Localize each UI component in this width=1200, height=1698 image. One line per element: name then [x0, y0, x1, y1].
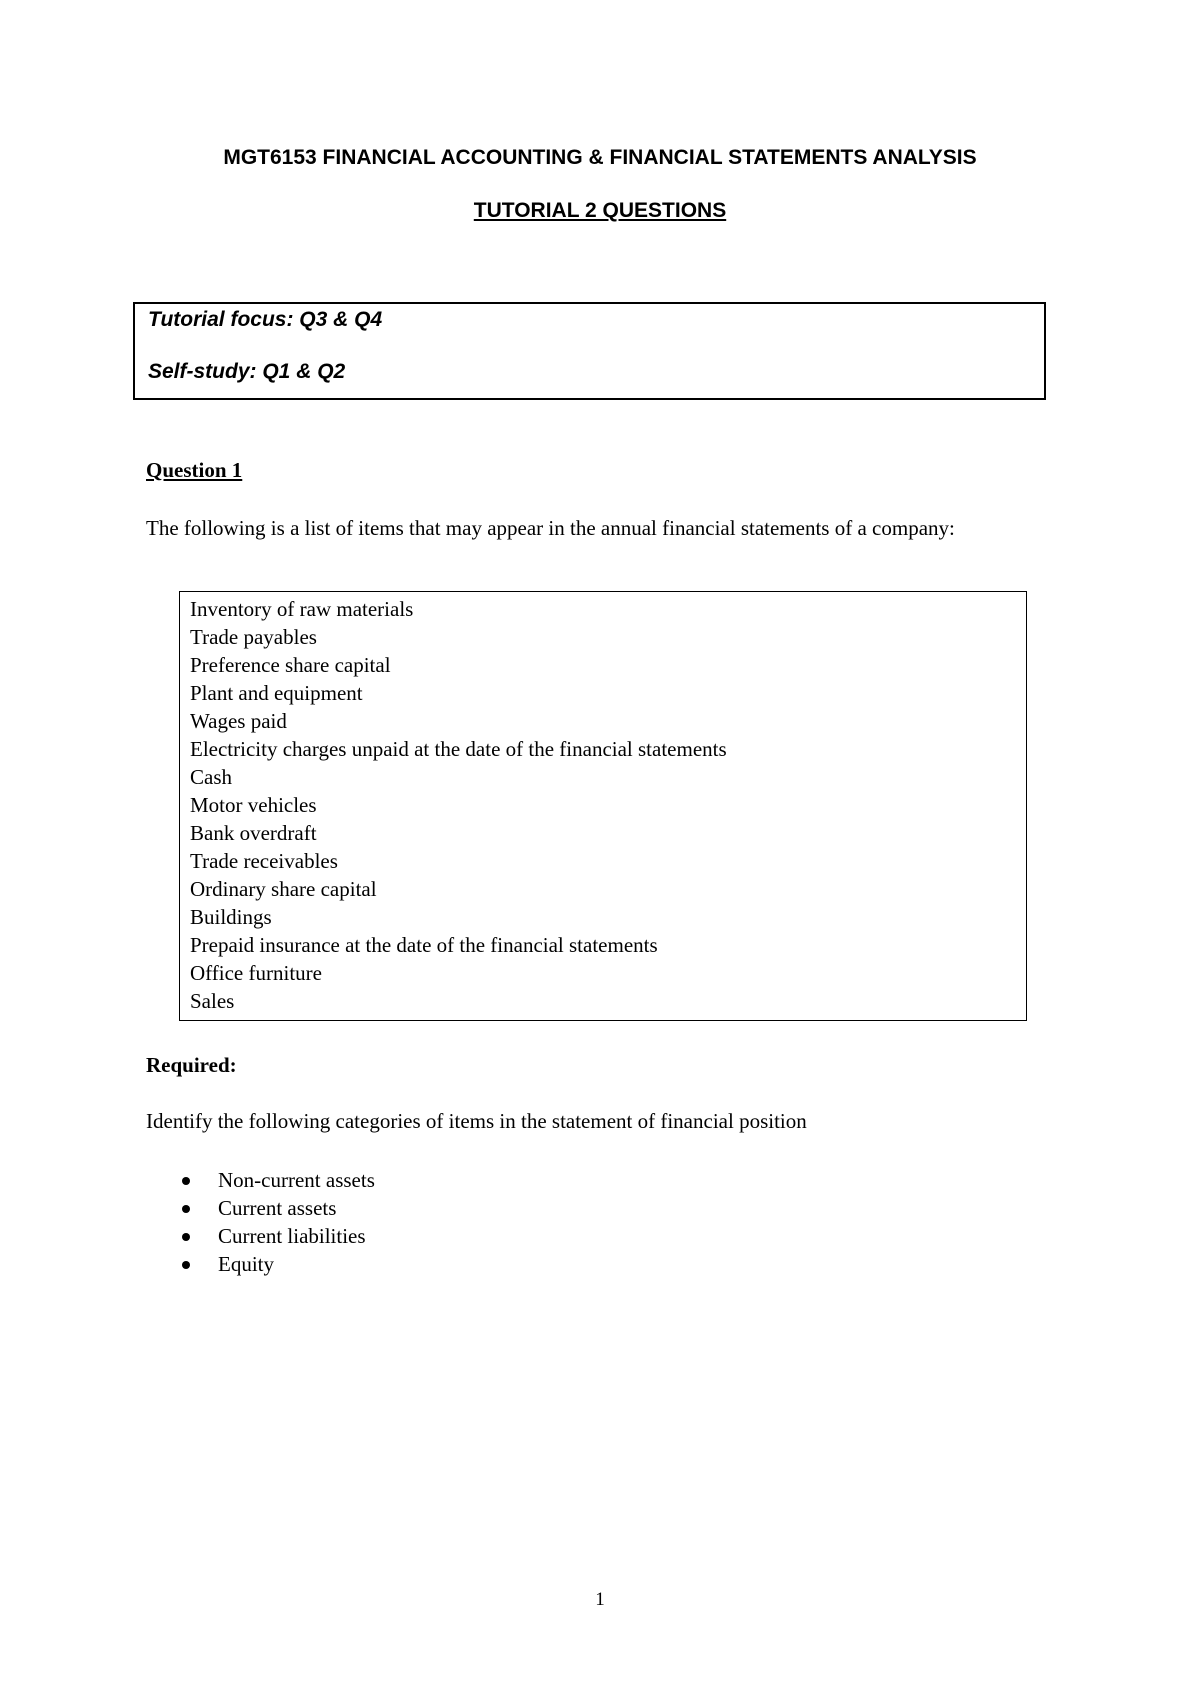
course-title: MGT6153 FINANCIAL ACCOUNTING & FINANCIAL STATEMENTS ANALYSIS [223, 146, 977, 169]
list-item: Inventory of raw materials [190, 597, 414, 621]
bullet-icon [182, 1233, 190, 1241]
required-label: Required: [146, 1053, 237, 1077]
question-1-intro: The following is a list of items that may appear in the annual financial statements of a company: [146, 516, 955, 540]
tutorial-focus-box [133, 302, 1046, 400]
category-bullet-list [182, 1166, 375, 1278]
list-item: Electricity charges unpaid at the date of the financial statements [190, 737, 727, 761]
list-item: Preference share capital [190, 653, 391, 677]
bullet-text: Non-current assets [218, 1168, 375, 1192]
list-item: Wages paid [190, 709, 287, 733]
bullet-text: Current assets [218, 1196, 337, 1220]
list-item: Plant and equipment [190, 681, 363, 705]
list-item: Bank overdraft [190, 821, 317, 845]
bullet-icon [182, 1261, 190, 1269]
bullet-item [182, 1222, 375, 1250]
items-list [190, 595, 1016, 1015]
self-study-text: Self-study: Q1 & Q2 [148, 360, 346, 383]
list-item: Cash [190, 765, 232, 789]
bullet-icon [182, 1205, 190, 1213]
bullet-item [182, 1166, 375, 1194]
bullet-text: Current liabilities [218, 1224, 366, 1248]
list-item: Ordinary share capital [190, 877, 377, 901]
list-item: Sales [190, 989, 235, 1013]
page-number: 1 [595, 1589, 605, 1610]
list-item: Office furniture [190, 961, 322, 985]
bullet-item [182, 1194, 375, 1222]
list-item: Prepaid insurance at the date of the financial statements [190, 933, 658, 957]
list-item: Motor vehicles [190, 793, 317, 817]
bullet-item [182, 1250, 375, 1278]
list-item: Trade receivables [190, 849, 338, 873]
tutorial-title: TUTORIAL 2 QUESTIONS [473, 199, 727, 222]
bullet-icon [182, 1177, 190, 1185]
bullet-text: Equity [218, 1252, 274, 1276]
instruction-text: Identify the following categories of items in the statement of financial position [146, 1109, 807, 1133]
question-1-heading: Question 1 [146, 458, 243, 482]
list-item: Buildings [190, 905, 272, 929]
list-item: Trade payables [190, 625, 317, 649]
items-list-box [179, 591, 1027, 1021]
tutorial-focus-text: Tutorial focus: Q3 & Q4 [148, 308, 383, 331]
